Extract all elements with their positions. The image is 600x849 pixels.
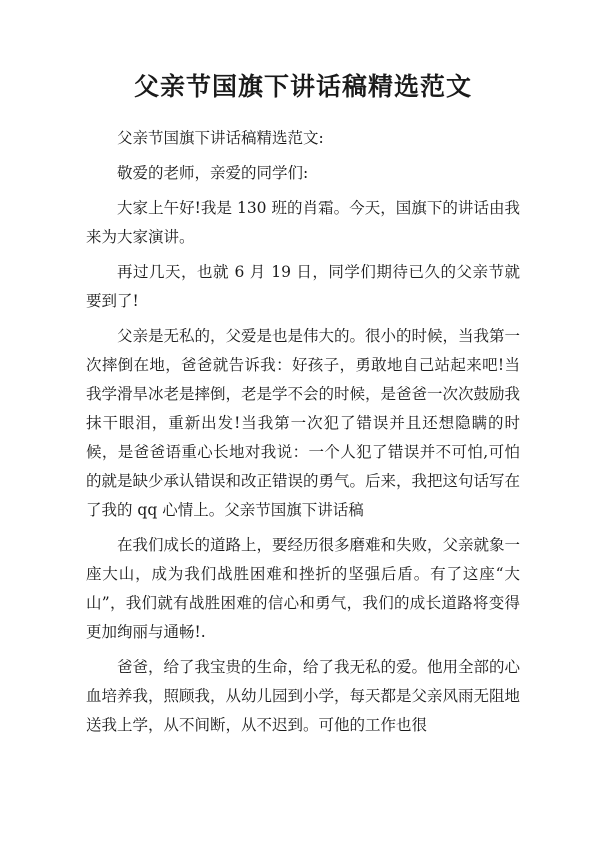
- paragraph-salutation: 敬爱的老师，亲爱的同学们:: [117, 164, 309, 182]
- paragraph-father-care: 爸爸，给了我宝贵的生命，给了我无私的爱。他用全部的心血培养我，照顾我，从幼儿园到小学，每天都是父亲风雨无阻地送我上学，从不间断，从不迟到。可他的工作也很: [86, 658, 521, 734]
- paragraph-fathers-day-date: 再过几天，也就 6 月 19 日，同学们期待已久的父亲节就要到了!: [86, 263, 520, 310]
- paragraph-introduction: 大家上午好!我是 130 班的肖霜。今天，国旗下的讲话由我来为大家演讲。: [86, 199, 520, 246]
- document-title: 父亲节国旗下讲话稿精选范文: [133, 72, 472, 101]
- paragraph-father-love: 父亲是无私的，父爱是也是伟大的。很小的时候，当我第一次摔倒在地，爸爸就告诉我：好孩子，勇敢地自己站起来吧!当我学滑旱冰老是摔倒，老是学不会的时候，是爸爸一次次鼓励我抹干眼泪，重新出发!当我第一次犯了错误并且还想隐瞒的时候，是爸爸语重心长地对我说：一个人犯了错误并不可怕,可怕的就是缺少承认错误和改正错误的勇气。后来，我把这句话写在了我的 qq 心情上。父亲节国旗下讲话稿: [86, 327, 521, 519]
- paragraph-growth-path: 在我们成长的道路上，要经历很多磨难和失败，父亲就象一座大山，成为我们战胜困难和挫折的坚强后盾。有了这座“大山”，我们就有战胜困难的信心和勇气，我们的成长道路将变得更加绚丽与通畅!.: [86, 536, 521, 641]
- paragraph-heading-repeat: 父亲节国旗下讲话稿精选范文:: [117, 129, 324, 147]
